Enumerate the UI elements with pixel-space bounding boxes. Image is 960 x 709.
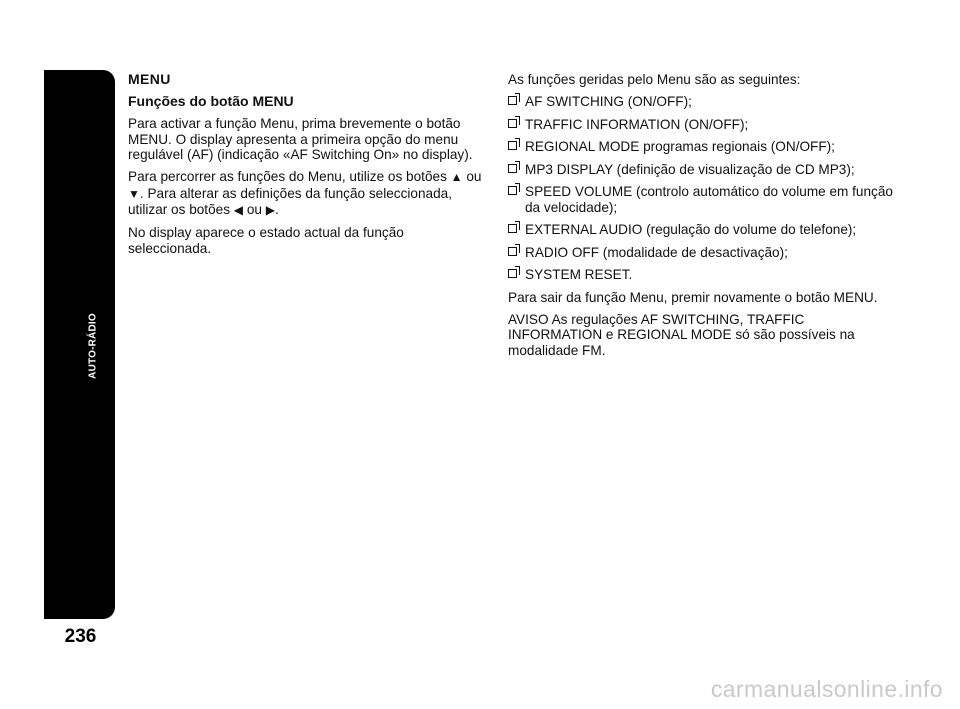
list-item: SYSTEM RESET. [508, 267, 893, 283]
navigate-text-d: ou [246, 202, 262, 217]
paragraph-activate: Para activar a função Menu, prima brevemente o botão MENU. O display apresenta a primeira opção do menu regulável (AF) (indicação «AF Switching On» no display). [128, 116, 473, 162]
down-arrow-icon: ▼ [128, 186, 140, 201]
functions-list [508, 94, 893, 283]
up-arrow-icon: ▲ [450, 170, 463, 184]
checkbox-icon [508, 247, 517, 256]
right-arrow-icon: ▶ [265, 203, 275, 217]
checkbox-icon [508, 96, 517, 105]
checkbox-icon [508, 141, 517, 150]
section-sidebar [44, 70, 115, 619]
list-item: SPEED VOLUME (controlo automático do volume em função da velocidade); [508, 184, 893, 215]
list-item: AF SWITCHING (ON/OFF); [508, 94, 893, 110]
page-number: 236 [64, 626, 97, 647]
paragraph-warning: AVISO As regulações AF SWITCHING, TRAFFIC INFORMATION e REGIONAL MODE só são possíveis na modalidade FM. [508, 311, 855, 358]
navigate-text-e: . [274, 202, 279, 217]
right-column [508, 72, 893, 365]
section-heading: MENU [128, 71, 171, 87]
navigate-text-c: . Para alterar as definições da função seleccionada, utilizar os botões [128, 185, 452, 217]
section-label: AUTO-RÁDIO [87, 313, 99, 379]
navigate-text-b: ou [466, 169, 482, 184]
list-item: MP3 DISPLAY (definição de visualização de CD MP3); [508, 162, 893, 178]
subsection-heading: Funções do botão MENU [128, 93, 294, 109]
paragraph-status: No display aparece o estado actual da função seleccionada. [128, 225, 404, 256]
list-item: EXTERNAL AUDIO (regulação do volume do telefone); [508, 222, 893, 238]
navigate-text-a: Para percorrer as funções do Menu, utilize os botões [128, 169, 447, 184]
checkbox-icon [508, 269, 517, 278]
checkbox-icon [508, 224, 517, 233]
watermark: carmanualsonline.info [710, 676, 943, 702]
list-item: TRAFFIC INFORMATION (ON/OFF); [508, 117, 893, 133]
paragraph-exit: Para sair da função Menu, premir novamente o botão MENU. [508, 289, 878, 305]
checkbox-icon [508, 186, 517, 195]
left-arrow-icon: ◀ [233, 203, 244, 217]
list-item: RADIO OFF (modalidade de desactivação); [508, 245, 893, 261]
functions-intro: As funções geridas pelo Menu são as seguintes: [508, 72, 801, 87]
checkbox-icon [508, 119, 517, 128]
checkbox-icon [508, 164, 517, 173]
left-column [128, 72, 483, 263]
list-item: REGIONAL MODE programas regionais (ON/OFF); [508, 139, 893, 155]
paragraph-navigate [128, 169, 483, 219]
